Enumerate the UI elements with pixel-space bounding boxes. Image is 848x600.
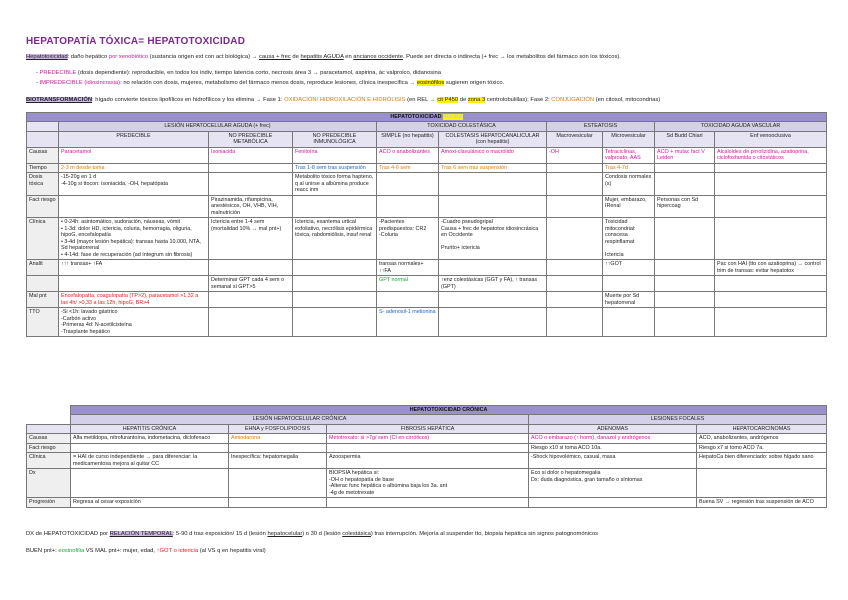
acute-col-header: Enf venooclusiva bbox=[715, 131, 827, 147]
acute-col-header: Sd Budd Chiari bbox=[655, 131, 715, 147]
table-cell bbox=[327, 443, 529, 452]
bio-cit: cit P450 bbox=[437, 97, 459, 103]
table-cell: Condosis normales (s) bbox=[603, 173, 655, 195]
table-cell: BIOPSIA hepática si: -OH o hepatopatía de base -Alterac func hepática o albúmina baja los 3a. ant -4g de metotrexate bbox=[327, 469, 529, 498]
row-label: Causas bbox=[27, 434, 71, 443]
table-row bbox=[27, 195, 827, 217]
chronic-title: HEPATOTOXICIDAD CRÓNICA bbox=[71, 406, 827, 415]
table-cell bbox=[547, 195, 603, 217]
table-cell: ACO o anabolizantes bbox=[377, 147, 439, 163]
table-row bbox=[27, 453, 827, 469]
table-cell: Tras 1-8 sem tras suspensión bbox=[293, 163, 377, 172]
table-cell: -Pacientes predispuestos: CR2 -Coluria bbox=[377, 218, 439, 260]
bullet-lead: IMPREDECIBLE (idiosincrasia) bbox=[39, 80, 121, 86]
table-cell: ACO + mutac fact V Leiden bbox=[655, 147, 715, 163]
acute-group: ESTEATOSIS bbox=[547, 122, 655, 131]
row-label: Causas bbox=[27, 147, 59, 163]
table-cell bbox=[59, 276, 209, 292]
table-row bbox=[27, 218, 827, 260]
table-cell: Amoxi-clavulánico o macrólido bbox=[439, 147, 547, 163]
table-cell: GPT normal bbox=[377, 276, 439, 292]
table-cell bbox=[229, 443, 327, 452]
table-cell bbox=[293, 308, 377, 337]
table-row bbox=[27, 163, 827, 172]
table-cell: ↑↑↑ transas+ ↑FA bbox=[59, 260, 209, 276]
chronic-group: LESIÓN HEPATOCELULAR CRÓNICA bbox=[71, 415, 529, 424]
table-cell bbox=[715, 308, 827, 337]
table-cell bbox=[655, 260, 715, 276]
table-cell bbox=[439, 292, 547, 308]
table-cell: Tetraciclinas, valproato, AAS bbox=[603, 147, 655, 163]
intro-term: Hepatotoxicidad bbox=[26, 54, 68, 60]
acute-group: TOXICIDAD COLESTÁSICA bbox=[377, 122, 547, 131]
intro-anc: ancianos occidente bbox=[353, 54, 403, 60]
intro-xeno: por xenobiótico bbox=[108, 54, 149, 60]
table-cell bbox=[715, 218, 827, 260]
table-cell bbox=[603, 276, 655, 292]
table-cell: Tras 4-6 sem bbox=[377, 163, 439, 172]
bullet-tail-2: sugieren origen tóxico. bbox=[444, 80, 505, 86]
footer-relacion: RELACIÓN TEMPORAL bbox=[109, 531, 173, 537]
table-cell bbox=[529, 498, 697, 507]
bullet-impredecible: - IMPREDECIBLE (idiosincrasia): no relación con dosis, mujeres, metabolismo del fármaco menos dosis, reproduce lesiones, clínica inespecífica → eosinófilos sugieren origen tóxico. bbox=[36, 80, 505, 86]
table-cell: • 0-24h: asintomático, sudoración, náuseas, vómit • 1-3d: dolor HD, ictericia, coluria, hemorragia, oliguria, hipoG, encefalopatía • 3-4d (mayor lesión hepática): transas hasta 10.000, NTA, Sd hepatorrenal • 4-14d: fase de recuperación (ad íntegrum sin fibrosis) bbox=[59, 218, 209, 260]
table-cell bbox=[293, 276, 377, 292]
table-cell: -OH bbox=[547, 147, 603, 163]
table-cell bbox=[229, 469, 327, 498]
table-cell: Inespecífica: hepatomegalia bbox=[229, 453, 327, 469]
table-cell bbox=[547, 292, 603, 308]
bio-zona: zona 3 bbox=[467, 97, 486, 103]
intro-text-5: . Puede ser directa o indirecta (+ frec → los metabolitos del fármaco son los tóxicos). bbox=[402, 54, 621, 60]
page-title bbox=[26, 36, 245, 48]
table-cell bbox=[715, 276, 827, 292]
bullet-text: : no relación con dosis, mujeres, metabolismo del fármaco menos dosis, reproduce lesiones, clínica inespecífica → bbox=[120, 80, 417, 86]
table-cell: Paracetamol bbox=[59, 147, 209, 163]
chronic-col-header: HEPATITIS CRÓNICA bbox=[71, 424, 229, 433]
table-cell bbox=[547, 276, 603, 292]
table-cell: Alfa metildopa, nitrofurantoína, indometacina, diclofenaco bbox=[71, 434, 229, 443]
table-cell: Regresa al cesar exposición bbox=[71, 498, 229, 507]
bullet-text: (dosis dependiente): reproducible, en todos los indiv, tiempo latencia corto, necrosis área 3 → paracetamol, aspirina, ác valproico, didanosina bbox=[76, 70, 441, 76]
chronic-col-header: EHNA y FOSFOLIPIDOSIS bbox=[229, 424, 327, 433]
table-cell: -Cuadro pseudogripal Causa + frec de hepatotox idiosincrásica en Occidente Prurito+ ictericia bbox=[439, 218, 547, 260]
table-cell: HepatoCa bien diferenciado: sobre hígado sano bbox=[697, 453, 827, 469]
table-row bbox=[27, 260, 827, 276]
table-cell bbox=[715, 173, 827, 195]
table-cell bbox=[547, 260, 603, 276]
table-cell: Eco si dolor o hepatomegalia Dx: duda diagnóstica, gran tamaño o síntomas bbox=[529, 469, 697, 498]
acute-col-header: PREDECIBLE bbox=[59, 131, 209, 147]
table-cell bbox=[715, 163, 827, 172]
bio-lead: BIOTRANSFORMACIÓN bbox=[26, 97, 93, 103]
intro-text-4: en bbox=[343, 54, 354, 60]
table-cell bbox=[439, 308, 547, 337]
table-cell bbox=[377, 173, 439, 195]
bullet-lead: PREDECIBLE bbox=[39, 70, 77, 76]
intro-causa: causa + frec bbox=[259, 54, 291, 60]
acute-table bbox=[26, 112, 827, 337]
intro-text-3: de bbox=[290, 54, 301, 60]
table-cell bbox=[655, 173, 715, 195]
biotransformacion-paragraph bbox=[26, 97, 826, 104]
table-cell bbox=[293, 195, 377, 217]
table-cell bbox=[209, 163, 293, 172]
table-cell bbox=[439, 173, 547, 195]
table-cell: Metotrexato: si >7g/ sem (CI en cirróticos) bbox=[327, 434, 529, 443]
row-label: Dx bbox=[27, 469, 71, 498]
bio-text-5: (en citosol, mitocondrias) bbox=[594, 97, 661, 103]
table-row bbox=[27, 434, 827, 443]
row-label: Fact riesgo bbox=[27, 195, 59, 217]
table-row bbox=[27, 173, 827, 195]
table-row bbox=[27, 498, 827, 507]
table-cell: ↑enz colestásicas (GGT y FA), ↑ transas (GPT) bbox=[439, 276, 547, 292]
row-label bbox=[27, 276, 59, 292]
table-cell bbox=[655, 308, 715, 337]
table-cell: Ictericia entre 1-4 sem (mortalidad 10% → mal pnt+) bbox=[209, 218, 293, 260]
intro-text-1: : daño hepático bbox=[67, 54, 109, 60]
table-cell bbox=[209, 260, 293, 276]
table-cell bbox=[655, 292, 715, 308]
row-label: Clínica bbox=[27, 218, 59, 260]
table-cell bbox=[59, 195, 209, 217]
table-cell bbox=[547, 218, 603, 260]
table-cell: Fenitoína bbox=[293, 147, 377, 163]
acute-col-header: NO PREDECIBLE METABÓLICA bbox=[209, 131, 293, 147]
bio-text-4: centrolobulillas); Fase 2: bbox=[485, 97, 552, 103]
table-cell: Encefalopatía, coagulopatía (TP>2), paracetamol >1,32 a las 4h/ >0,33 a las 12h, hipoG, BR>4 bbox=[59, 292, 209, 308]
table-cell: ACO o embarazo (↑ horm), danazol y andrógenos bbox=[529, 434, 697, 443]
table-cell: Ictericia, exantema urtical exfoliativo, necrólisis epidérmica tóxica, rabdomiólisis, insuf renal bbox=[293, 218, 377, 260]
table-cell bbox=[209, 292, 293, 308]
row-label: Fact riesgo bbox=[27, 443, 71, 452]
table-cell bbox=[209, 173, 293, 195]
table-cell bbox=[71, 443, 229, 452]
table-cell: Toxicidad mitocondrial: conscesa respinflamat Ictericia bbox=[603, 218, 655, 260]
table-cell: -15-20g en 1 d -4-10g si ttocon: isoniacida, -OH, hepatópata bbox=[59, 173, 209, 195]
table-cell: Tras 6 sem tras suspensión bbox=[439, 163, 547, 172]
table-cell bbox=[715, 195, 827, 217]
table-row bbox=[27, 147, 827, 163]
table-cell bbox=[71, 469, 229, 498]
table-cell: Personas con Sd hipercoag bbox=[655, 195, 715, 217]
bio-text-1: : hígado convierte tóxicos lipofílicos en hidrofílicos y los elimina → Fase 1: bbox=[92, 97, 285, 103]
acute-title: HEPATOTOXICIDAD AGUDA bbox=[27, 113, 827, 122]
chronic-col-header: HEPATOCARCINOMAS bbox=[697, 424, 827, 433]
table-cell: transas normales+ ↑↑FA bbox=[377, 260, 439, 276]
chronic-group: LESIONES FOCALES bbox=[529, 415, 827, 424]
table-row bbox=[27, 443, 827, 452]
chronic-table bbox=[26, 405, 827, 508]
table-cell: Alcaloides de pirrolizidina, azatioprina, ciclofosfamida o citostáticos bbox=[715, 147, 827, 163]
table-cell bbox=[293, 260, 377, 276]
footer-dx: DX de HEPATOTOXICIDAD por RELACIÓN TEMPORAL: 5-90 d tras exposición/ 15 d (lesión hepatocelular) o 30 d (lesión colestásica) tras interrupción. Mejoría al suspender tto, biopsia hepática sin signos patognomónicos bbox=[26, 531, 599, 537]
acute-col-header: COLESTASIS HEPATOCANALICULAR (con hepatitis) bbox=[439, 131, 547, 147]
table-cell bbox=[655, 163, 715, 172]
row-label: Progresión bbox=[27, 498, 71, 507]
table-cell: Metabolito tóxico forma hapteno, q al unirse a albúmina produce reacc inm bbox=[293, 173, 377, 195]
footer-pronostico: BUEN pnt+: eosinofilia VS MAL pnt+: mujer, edad, ↑GOT o ictericia (al VS q en hepatitis viral) bbox=[26, 548, 266, 554]
acute-group: LESIÓN HEPATOCELULAR AGUDA (+ frec) bbox=[59, 122, 377, 131]
table-cell: Pac con HAI (tto con azatioprina) → control trim de transas: evitar hepatotox bbox=[715, 260, 827, 276]
table-cell bbox=[439, 260, 547, 276]
table-cell: Riesgo x10 si toma ACO 10a. bbox=[529, 443, 697, 452]
table-cell: ACO, anabolizantes, andrógenos bbox=[697, 434, 827, 443]
row-label: Dosis tóxica bbox=[27, 173, 59, 195]
table-cell bbox=[697, 469, 827, 498]
page-title-text: HEPATOPATÍA TÓXICA= HEPATOTOXICIDAD bbox=[26, 36, 246, 47]
table-cell bbox=[327, 498, 529, 507]
intro-paragraph bbox=[26, 54, 826, 61]
intro-text-2: (sustancia origen ext con act biológica) → bbox=[148, 54, 260, 60]
acute-col-header: NO PREDECIBLE INMUNOLÓGICA bbox=[293, 131, 377, 147]
table-cell: Isoniacida bbox=[209, 147, 293, 163]
acute-col-header: Macrovesicular bbox=[547, 131, 603, 147]
table-row bbox=[27, 276, 827, 292]
table-cell: 2-3 m desde toma bbox=[59, 163, 209, 172]
bio-fase1: OXIDACIÓN/ HIDROXILACIÓN E HIDRÓLISIS bbox=[284, 97, 406, 103]
bio-text-2: (en REL → bbox=[405, 97, 438, 103]
acute-col-header: Microvesicular bbox=[603, 131, 655, 147]
table-cell: Riesgo x7 si tomo ACO 7a. bbox=[697, 443, 827, 452]
table-cell: Muerte por Sd hepatorrenal bbox=[603, 292, 655, 308]
table-cell: -Shock hipovolémico, casual, masa bbox=[529, 453, 697, 469]
table-cell: Pirazinamida, rifampicina, anestésicos, OH, VHB, VIH, malnutrición bbox=[209, 195, 293, 217]
table-cell: = HAI de curso independiente → para diferenciar: la medicamentosa mejora al quitar CC bbox=[71, 453, 229, 469]
row-label: Tiempo bbox=[27, 163, 59, 172]
table-cell bbox=[655, 218, 715, 260]
table-cell bbox=[655, 276, 715, 292]
chronic-col-header: ADENOMAS bbox=[529, 424, 697, 433]
table-row bbox=[27, 292, 827, 308]
table-cell: ↑↑GOT bbox=[603, 260, 655, 276]
table-cell bbox=[209, 308, 293, 337]
acute-col-header: SIMPLE (no hepatitis) bbox=[377, 131, 439, 147]
table-cell: Mujer, embarazo, IRenal bbox=[603, 195, 655, 217]
table-cell bbox=[547, 163, 603, 172]
table-cell bbox=[603, 308, 655, 337]
table-cell bbox=[293, 292, 377, 308]
table-cell: Determinar GPT cada 4 sem o semanal si GPT>5 bbox=[209, 276, 293, 292]
bio-fase2: CONJUGACIÓN bbox=[551, 97, 595, 103]
table-cell: -Si <1h: lavado gástrico -Carbón activo -Primeras 4d: N-acetilcisteína -Trasplante hepático bbox=[59, 308, 209, 337]
table-row bbox=[27, 469, 827, 498]
row-label: Mal pnt bbox=[27, 292, 59, 308]
acute-group: TOXICIDAD AGUDA VASCULAR bbox=[655, 122, 827, 131]
table-cell bbox=[547, 173, 603, 195]
table-cell bbox=[229, 498, 327, 507]
bullet-tail: eosinófilos bbox=[416, 80, 445, 86]
row-label: TTO bbox=[27, 308, 59, 337]
table-cell bbox=[439, 195, 547, 217]
table-row bbox=[27, 308, 827, 337]
table-cell: Amiodarona bbox=[229, 434, 327, 443]
table-cell: S- adenosil-1 metionina bbox=[377, 308, 439, 337]
table-cell bbox=[377, 195, 439, 217]
row-label: Clínica bbox=[27, 453, 71, 469]
table-cell: Tras 4-7d bbox=[603, 163, 655, 172]
table-cell bbox=[547, 308, 603, 337]
bio-text-3: de bbox=[458, 97, 468, 103]
table-cell: Buena SV → regresión tras suspensión de ACO bbox=[697, 498, 827, 507]
intro-hep: hepatitis AGUDA bbox=[300, 54, 344, 60]
bullet-predecible: - PREDECIBLE (dosis dependiente): reproducible, en todos los indiv, tiempo latencia corto, necrosis área 3 → paracetamol, aspirina, ác valproico, didanosina bbox=[36, 70, 441, 76]
table-cell bbox=[715, 292, 827, 308]
row-label: Analít bbox=[27, 260, 59, 276]
chronic-col-header: FIBROSIS HEPÁTICA bbox=[327, 424, 529, 433]
table-cell: Azoospermia bbox=[327, 453, 529, 469]
table-cell bbox=[377, 292, 439, 308]
